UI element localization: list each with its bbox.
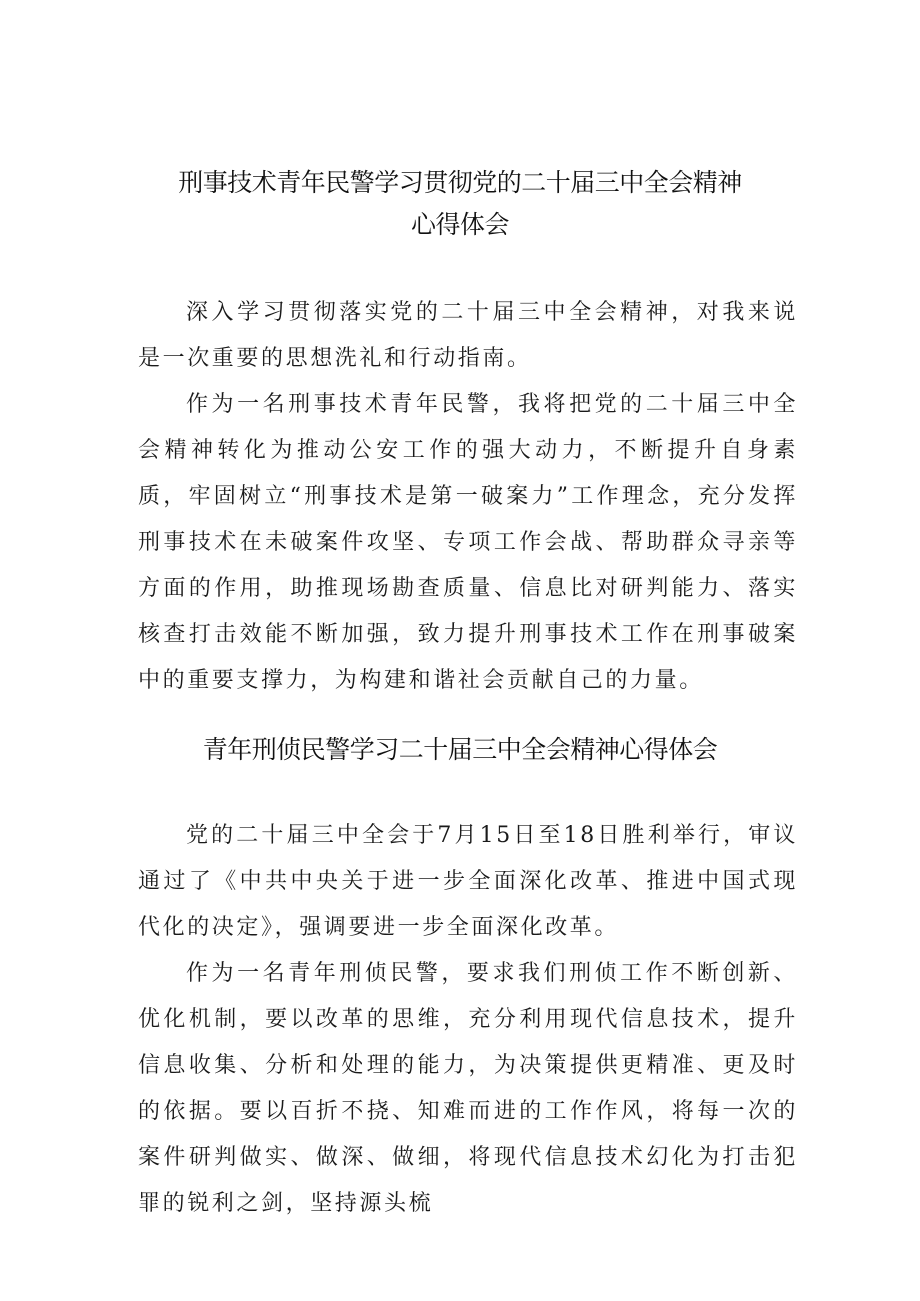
article-1-title-line-1: 刑事技术青年民警学习贯彻党的二十届三中全会精神: [178, 168, 742, 197]
article-1-title-line-2: 心得体会: [410, 210, 509, 239]
article-1-paragraph-1: 深入学习贯彻落实党的二十届三中全会精神，对我来说是一次重要的思想洗礼和行动指南。: [138, 300, 798, 371]
article-1-paragraph-2: 作为一名刑事技术青年民警，我将把党的二十届三中全会精神转化为推动公安工作的强大动力，不断提升自身素质，牢固树立“刑事技术是第一破案力”工作理念，充分发挥刑事技术在未破案件攻坚、专项工作会战、帮助群众寻亲等方面的作用，助推现场勘查质量、信息比对研判能力、落实核查打击效能不断加强，致力提升刑事技术工作在刑事破案中的重要支撑力，为构建和谐社会贡献自己的力量。: [138, 392, 798, 693]
article-2-title: 青年刑侦民警学习二十届三中全会精神心得体会: [202, 735, 718, 764]
article-2-paragraph-1: 党的二十届三中全会于7月15日至18日胜利举行，审议通过了《中共中央关于进一步全面深化改革、推进中国式现代化的决定》，强调要进一步全面深化改革。: [138, 823, 798, 940]
article-2-paragraph-2: 作为一名青年刑侦民警，要求我们刑侦工作不断创新、优化机制，要以改革的思维，充分利用现代信息技术，提升信息收集、分析和处理的能力，为决策提供更精准、更及时的依据。要以百折不挠、知难而进的工作作风，将每一次的案件研判做实、做深、做细，将现代信息技术幻化为打击犯罪的锐利之剑，坚持源头梳: [138, 961, 798, 1216]
